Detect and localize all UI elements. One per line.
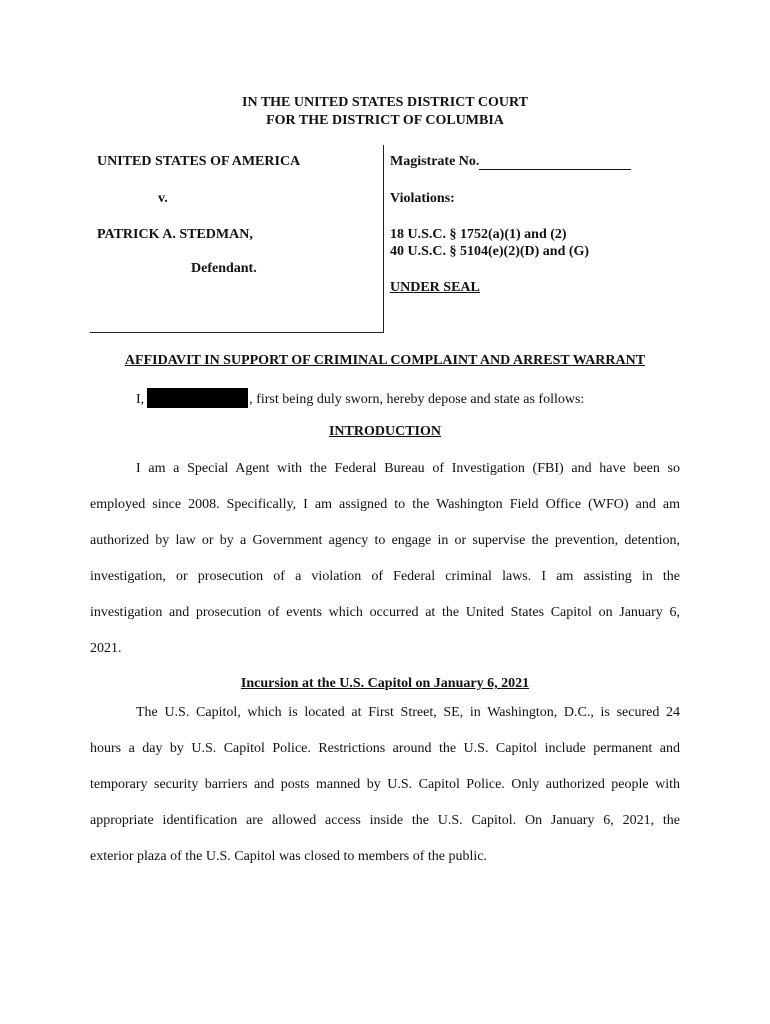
paragraph-line: exterior plaza of the U.S. Capitol was closed to members of the public. xyxy=(90,849,487,864)
magistrate-label: Magistrate No. xyxy=(390,154,480,169)
plaintiff-name: UNITED STATES OF AMERICA xyxy=(97,154,301,169)
section-heading-introduction: INTRODUCTION xyxy=(328,424,441,439)
magistrate-number xyxy=(390,154,631,170)
paragraph-line: The U.S. Capitol, which is located at First Street, SE, in Washington, D.C., is secured 24 xyxy=(136,705,680,720)
case-caption-parties xyxy=(90,145,384,333)
redacted-name-block xyxy=(147,388,248,408)
court-name: IN THE UNITED STATES DISTRICT COURT xyxy=(242,95,528,110)
paragraph-line: I am a Special Agent with the Federal Bureau of Investigation (FBI) and have been so xyxy=(136,461,680,476)
deponent-statement xyxy=(136,388,584,408)
court-header xyxy=(0,94,770,130)
versus-label: v. xyxy=(158,191,168,206)
paragraph-line: employed since 2008. Specifically, I am assigned to the Washington Field Office (WFO) and am xyxy=(90,497,680,512)
section-heading-incursion: Incursion at the U.S. Capitol on January 6, 2021 xyxy=(240,676,530,691)
violations-label: Violations: xyxy=(390,191,455,206)
paragraph-line: 2021. xyxy=(90,641,122,656)
paragraph-incursion xyxy=(90,695,680,875)
paragraph-line: temporary security barriers and posts manned by U.S. Capitol Police. Only authorized people with xyxy=(90,777,680,792)
paragraph-introduction xyxy=(90,451,680,667)
deponent-prefix: I, xyxy=(136,392,145,407)
under-seal-label: UNDER SEAL xyxy=(390,280,480,295)
paragraph-line: investigation, or prosecution of a violation of Federal criminal laws. I am assisting in the xyxy=(90,569,680,584)
paragraph-line: appropriate identification are allowed access inside the U.S. Capitol. On January 6, 2021, the xyxy=(90,813,680,828)
defendant-label: Defendant. xyxy=(191,261,257,276)
violation-item: 18 U.S.C. § 1752(a)(1) and (2) xyxy=(390,227,567,242)
court-district: FOR THE DISTRICT OF COLUMBIA xyxy=(266,113,504,128)
paragraph-line: hours a day by U.S. Capitol Police. Restrictions around the U.S. Capitol include permanent and xyxy=(90,741,680,756)
affidavit-title: AFFIDAVIT IN SUPPORT OF CRIMINAL COMPLAINT AND ARREST WARRANT xyxy=(124,353,646,368)
violation-item: 40 U.S.C. § 5104(e)(2)(D) and (G) xyxy=(390,244,590,259)
deponent-suffix: , first being duly sworn, hereby depose and state as follows: xyxy=(249,392,585,407)
paragraph-line: investigation and prosecution of events which occurred at the United States Capitol on January 6, xyxy=(90,605,680,620)
defendant-name: PATRICK A. STEDMAN, xyxy=(97,227,253,242)
magistrate-number-blank xyxy=(479,156,631,170)
paragraph-line: authorized by law or by a Government agency to engage in or supervise the prevention, detention, xyxy=(90,533,680,548)
